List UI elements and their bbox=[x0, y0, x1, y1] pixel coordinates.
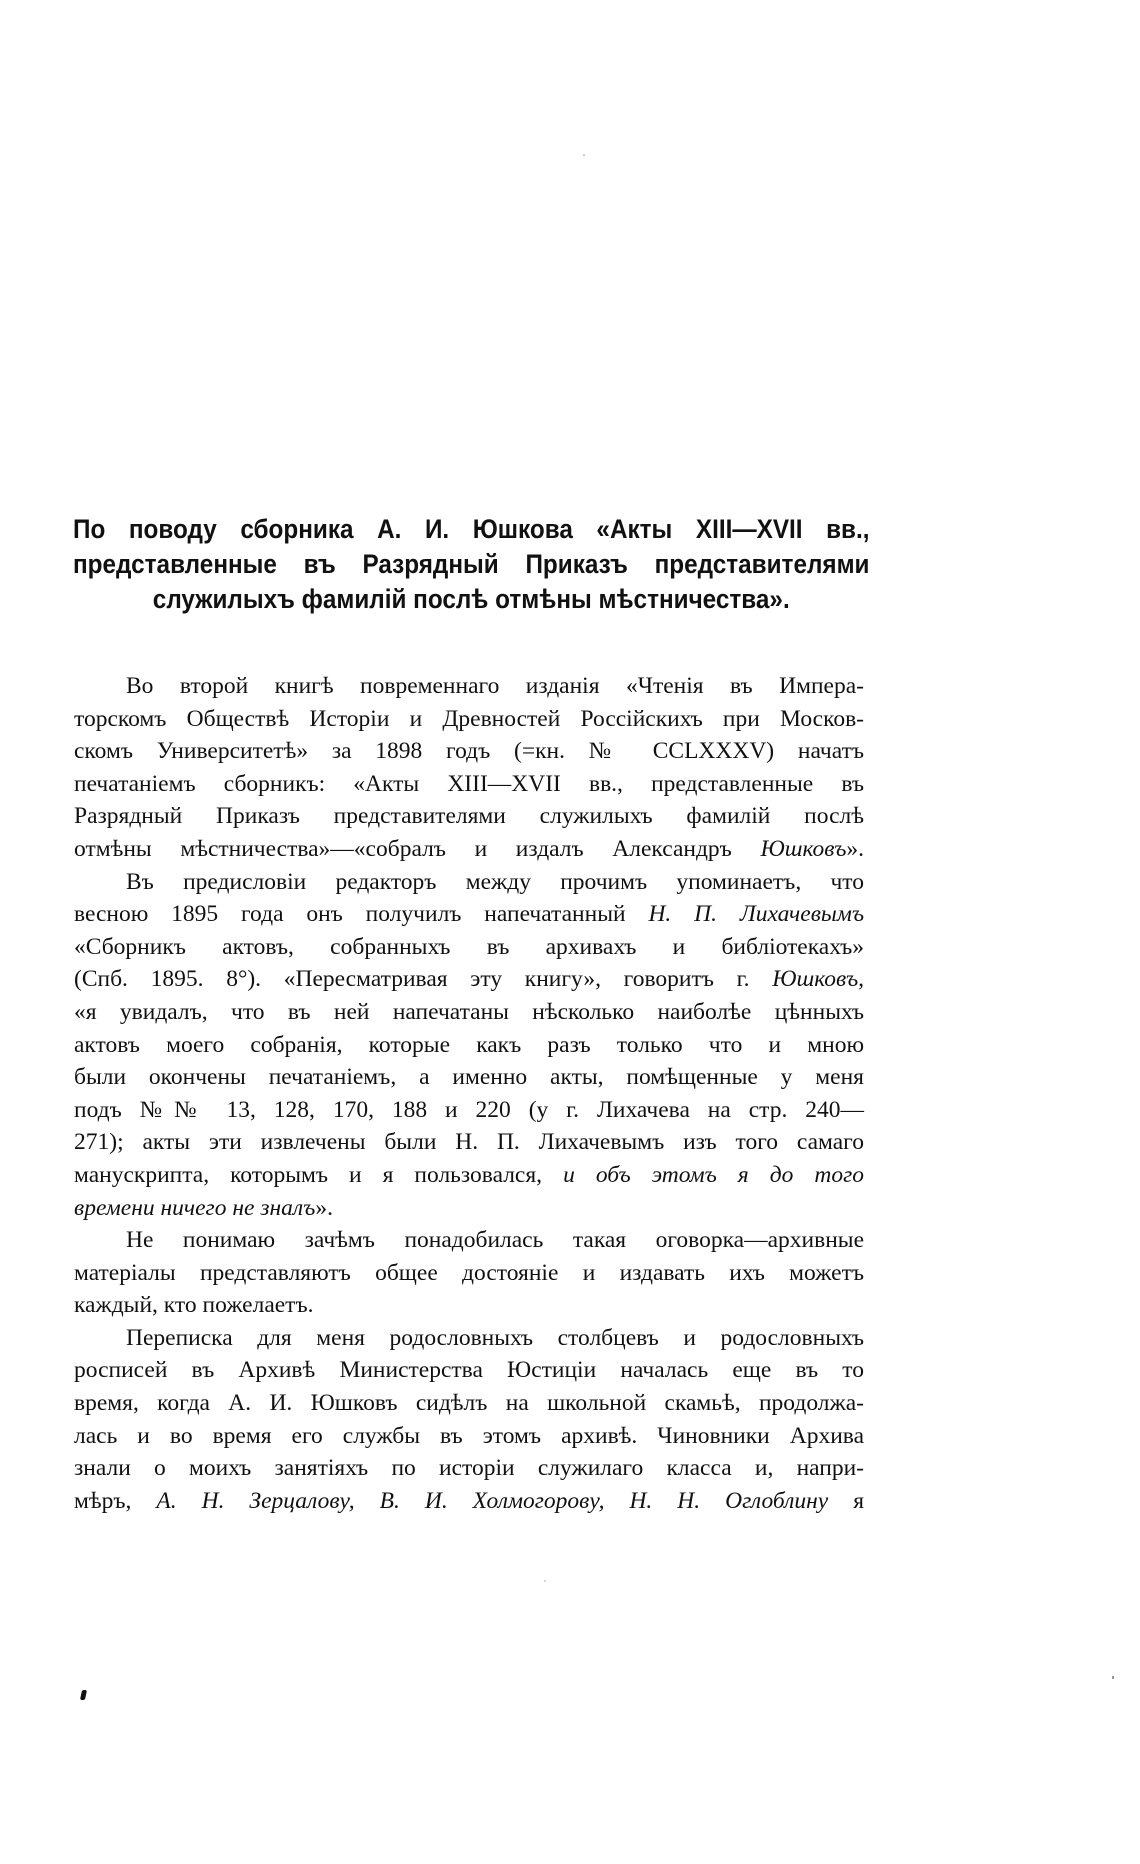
text-segment: отмѣны мѣстничества»—«собралъ и издалъ Александръ bbox=[74, 835, 732, 862]
text-line: «я увидалъ, что въ ней напечатаны нѣсколько наиболѣе цѣнныхъ bbox=[74, 998, 864, 1025]
text-segment: весною 1895 года онъ получилъ напечатанный bbox=[74, 901, 626, 928]
article-body bbox=[74, 670, 864, 1517]
text-line bbox=[74, 833, 864, 866]
author-name: Юшковъ bbox=[760, 835, 847, 862]
text-line: печатаніемъ сборникъ: «Акты XIII—XVII вв., представленные въ bbox=[74, 770, 864, 797]
paragraph bbox=[74, 670, 864, 866]
text-segment: (Спб. 1895. 8°). «Пересматривая эту книгу», говоритъ г. bbox=[74, 966, 750, 993]
text-line: лась и во время его службы въ этомъ архивѣ. Чиновники Архива bbox=[74, 1422, 864, 1449]
ink-speck bbox=[544, 1580, 546, 1582]
text-line: знали о моихъ занятіяхъ по исторіи служилаго класса и, напри- bbox=[74, 1455, 864, 1482]
person-name: В. И. Холмогорову, bbox=[379, 1487, 605, 1514]
author-name: Н. П. Лихачевымъ bbox=[648, 901, 865, 928]
text-segment: мѣръ, bbox=[74, 1487, 132, 1514]
text-line bbox=[74, 898, 864, 931]
title-line: По поводу сборника А. И. Юшкова «Акты XIII—XVII вв., bbox=[73, 514, 870, 544]
text-line bbox=[74, 1159, 864, 1192]
text-line: время, когда А. И. Юшковъ сидѣлъ на школьной скамьѣ, продолжа- bbox=[74, 1390, 864, 1417]
paragraph bbox=[74, 1322, 864, 1518]
ink-speck bbox=[1112, 1676, 1114, 1679]
person-name: Н. Н. Оглоблину bbox=[629, 1487, 829, 1514]
text-line: Переписка для меня родословныхъ столбцевъ и родословныхъ bbox=[126, 1324, 864, 1351]
quote-emphasis: времени ничего не зналъ bbox=[74, 1194, 316, 1221]
text-line: росписей въ Архивѣ Министерства Юстиціи началась еще въ то bbox=[74, 1357, 864, 1384]
text-line: «Сборникъ актовъ, собранныхъ въ архивахъ и библіотекахъ» bbox=[74, 933, 864, 960]
text-line: актовъ моего собранія, которые какъ разъ только что и мною bbox=[74, 1031, 864, 1058]
title-line: представленные въ Разрядный Приказъ представителями bbox=[73, 549, 870, 579]
ink-blot bbox=[80, 1690, 87, 1700]
text-line: каждый, кто пожелаетъ. bbox=[74, 1292, 314, 1319]
text-line: торскомъ Обществѣ Исторіи и Древностей Россійскихъ при Москов- bbox=[74, 705, 864, 732]
text-line: Разрядный Приказъ представителями служилыхъ фамилій послѣ bbox=[74, 803, 864, 830]
text-line bbox=[74, 1192, 864, 1225]
text-line: матеріалы представляютъ общее достояніе и издавать ихъ можетъ bbox=[74, 1259, 864, 1286]
article-title bbox=[73, 512, 870, 617]
text-line: Во второй книгѣ повременнаго изданія «Чтенія въ Импера- bbox=[126, 673, 864, 699]
ink-speck bbox=[583, 154, 585, 156]
title-line: служилыхъ фамилій послѣ отмѣны мѣстничества». bbox=[152, 584, 790, 614]
paragraph bbox=[74, 1224, 864, 1322]
text-segment: я bbox=[853, 1487, 865, 1514]
text-segment: ». bbox=[846, 835, 865, 862]
quote-emphasis: и объ этомъ я до того bbox=[563, 1161, 864, 1188]
text-line: были окончены печатаніемъ, а именно акты, помѣщенные у меня bbox=[74, 1064, 864, 1091]
text-line bbox=[74, 1485, 864, 1518]
person-name: А. Н. Зерцалову, bbox=[156, 1487, 355, 1514]
text-line: скомъ Университетѣ» за 1898 годъ (=кн. № CCLXXXV) начатъ bbox=[74, 738, 864, 765]
text-line bbox=[74, 963, 864, 996]
text-segment: манускрипта, которымъ и я пользовался, bbox=[74, 1161, 543, 1188]
text-segment: ». bbox=[315, 1194, 333, 1221]
text-line: подъ №№ 13, 128, 170, 188 и 220 (у г. Лихачева на стр. 240— bbox=[74, 1096, 864, 1123]
text-line: Не понимаю зачѣмъ понадобилась такая оговорка—архивные bbox=[126, 1227, 864, 1254]
author-name: Юшковъ, bbox=[772, 966, 865, 993]
text-line: Въ предисловіи редакторъ между прочимъ упоминаетъ, что bbox=[126, 868, 864, 895]
paragraph bbox=[74, 866, 864, 1225]
text-line: 271); акты эти извлечены были Н. П. Лихачевымъ изъ того самаго bbox=[74, 1129, 864, 1156]
